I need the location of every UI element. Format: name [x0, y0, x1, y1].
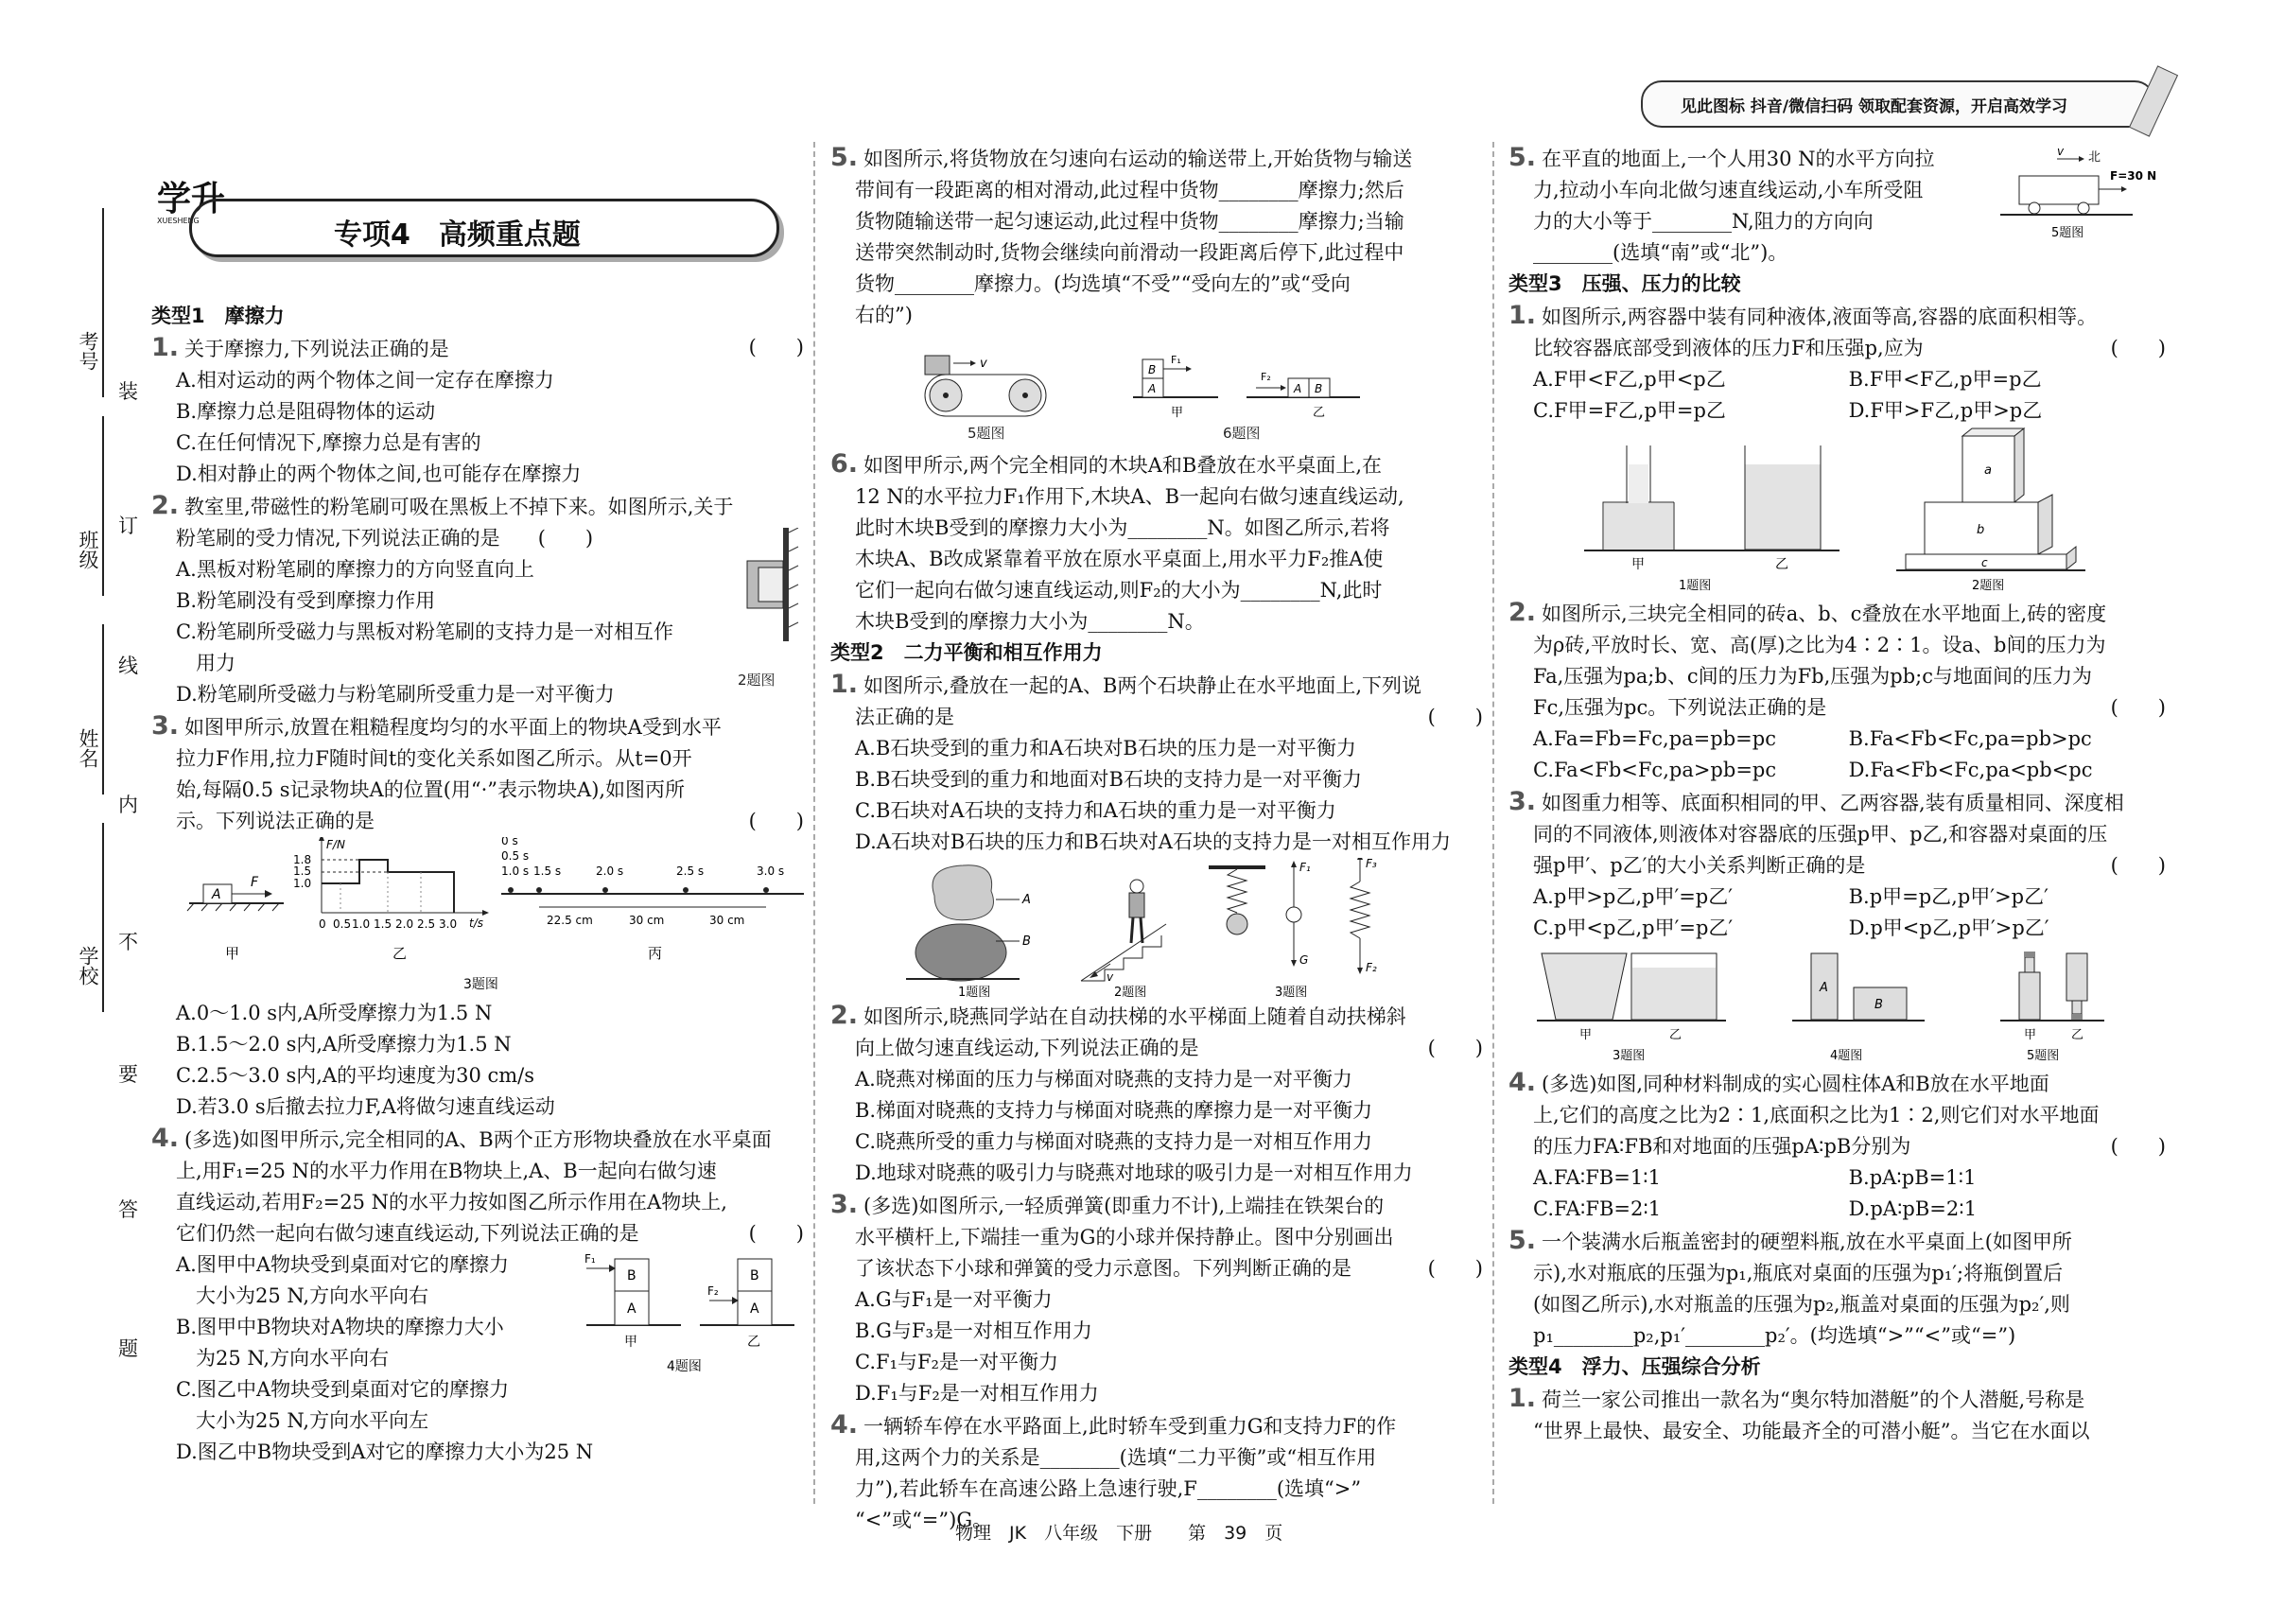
figure-caption: 1题图	[1679, 579, 1712, 593]
question-stem-cont: 货物________摩擦力。(均选填“不受”“受向左的”或“受向	[855, 272, 1351, 295]
figure-label: 甲	[1171, 406, 1184, 420]
time-label: 3.0 s	[757, 864, 785, 878]
question-stem: 3. (多选)如图所示,一轻质弹簧(即重力不计),上端挂在铁架台的	[830, 1190, 1385, 1219]
svg-text:A: A	[1148, 382, 1157, 395]
figure-caption: 4题图	[1830, 1049, 1863, 1063]
option: A.FA∶FB=1∶1	[1533, 1166, 1662, 1189]
option: A.G与F₁是一对平衡力	[855, 1288, 1053, 1311]
question-stem-cont: 右的”)	[855, 304, 913, 326]
svg-text:v: v	[1107, 970, 1114, 984]
axis-label: t/s	[469, 917, 483, 930]
option: A.0～1.0 s内,A所受摩擦力为1.5 N	[176, 1002, 493, 1024]
seal-text: 答	[118, 1198, 138, 1221]
option: B.图甲中B物块对A物块的摩擦力大小	[176, 1316, 504, 1338]
question-stem-cont: 拉力F作用,拉力F随时间t的变化关系如图乙所示。从t=0开	[176, 747, 692, 770]
option: C.粉笔刷所受磁力与黑板对粉笔刷的支持力是一对相互作	[176, 620, 673, 643]
svg-text:v: v	[980, 357, 987, 371]
title-box	[189, 199, 779, 257]
option: B.G与F₃是一对相互作用力	[855, 1319, 1092, 1342]
question-stem: 5. 如图所示,将货物放在匀速向右运动的输送带上,开始货物与输送	[830, 143, 1413, 172]
seal-text: 要	[118, 1063, 138, 1086]
time-label: 0 s	[501, 837, 518, 847]
distance-label: 30 cm	[709, 914, 745, 927]
question-stem-cont: 力的大小等于________N,阻力的方向向	[1533, 210, 1874, 233]
option: D.若3.0 s后撤去拉力F,A将做匀速直线运动	[176, 1095, 555, 1118]
seal-text: 内	[118, 794, 138, 816]
seal-text: 线	[118, 655, 138, 677]
svg-text:G: G	[1299, 953, 1309, 967]
distance-label: 22.5 cm	[547, 914, 593, 927]
brick-label: a	[1984, 463, 1992, 478]
figure-label: 乙	[2071, 1028, 2084, 1042]
option: B.B石块受到的重力和地面对B石块的支持力是一对平衡力	[855, 768, 1362, 791]
option: C.p甲<p乙,p甲′=p乙′	[1533, 917, 1734, 939]
option: C.图乙中A物块受到桌面对它的摩擦力	[176, 1378, 510, 1401]
q4-figure	[577, 1249, 804, 1382]
logo-text: 学升	[157, 180, 226, 218]
question-stem: 5. 一个装满水后瓶盖密封的硬塑料瓶,放在水平桌面上(如图甲所	[1508, 1226, 2072, 1255]
option: 大小为25 N,方向水平向右	[176, 1284, 429, 1307]
q5-q6-figures	[830, 331, 1483, 426]
option: B.粉笔刷没有受到摩擦力作用	[176, 589, 436, 612]
figure-label: 甲	[225, 945, 240, 962]
seal-text: 订	[118, 515, 138, 537]
type-heading: 类型1 摩擦力	[151, 305, 285, 327]
force-label: F=30 N	[2110, 169, 2157, 183]
svg-text:B: B	[1148, 363, 1157, 376]
question-stem-cont: 了该状态下小球和弹簧的受力示意图。下列判断正确的是 ( )	[855, 1257, 1483, 1280]
figure-label: 甲	[624, 1335, 637, 1350]
question-stem-cont: 带间有一段距离的相对滑动,此过程中货物________摩擦力;然后	[855, 179, 1404, 201]
time-label: 2.5 s	[676, 864, 705, 878]
question-stem: 2. 如图所示,晓燕同学站在自动扶梯的水平梯面上随着自动扶梯斜	[830, 1001, 1406, 1030]
figure-caption: 3题图	[1613, 1049, 1646, 1063]
brick-label: c	[1981, 556, 1988, 569]
option: A.图甲中A物块受到桌面对它的摩擦力	[176, 1253, 510, 1276]
svg-text:A: A	[627, 1301, 636, 1317]
option: A.B石块受到的重力和A石块对B石块的压力是一对平衡力	[855, 737, 1356, 760]
figure-label: 甲	[1579, 1028, 1593, 1042]
question-stem-cont: ________(选填“南”或“北”)。	[1533, 241, 1788, 264]
question-stem: 1. 关于摩擦力,下列说法正确的是 ( )	[151, 333, 804, 362]
question-stem: 2. 如图所示,三块完全相同的砖a、b、c叠放在水平地面上,砖的密度	[1508, 598, 2107, 627]
tick-label: 0.5	[333, 917, 352, 931]
option: B.梯面对晓燕的支持力与梯面对晓燕的摩擦力是一对平衡力	[855, 1099, 1373, 1122]
question-stem-cont: 12 N的水平拉力F₁作用下,木块A、B一起向右做匀速直线运动,	[855, 485, 1404, 508]
figure-caption: 5题图	[968, 425, 1005, 442]
time-label: 1.5 s	[533, 864, 562, 878]
q3-figures	[151, 837, 804, 998]
tick-label: 1.8	[293, 853, 312, 866]
question-stem-cont: 水平横杆上,下端挂一重为G的小球并保持静止。图中分别画出	[855, 1226, 1394, 1249]
question-stem: 2. 教室里,带磁性的粉笔刷可吸在黑板上不掉下来。如图所示,关于	[151, 491, 734, 520]
option: C.F甲=F乙,p甲=p乙	[1533, 399, 1726, 422]
option: B.摩擦力总是阻碍物体的运动	[176, 400, 436, 423]
question-stem-cont: 此时木块B受到的摩擦力大小为________N。如图乙所示,若将	[855, 516, 1390, 539]
top-banner	[1641, 80, 2155, 128]
question-stem-cont: 力,拉动小车向北做匀速直线运动,小车所受阻	[1533, 179, 1924, 201]
column-1	[151, 301, 804, 1468]
blackboard-figure	[738, 528, 804, 670]
force-label: F	[251, 875, 259, 890]
time-label: 1.0 s	[501, 864, 530, 878]
figure-caption: 3题图	[463, 977, 498, 992]
time-label: 2.0 s	[596, 864, 624, 878]
block-label: A	[1820, 981, 1828, 995]
type-heading: 类型3 压强、压力的比较	[1508, 272, 1741, 295]
option: D.p甲<p乙,p甲′>p乙′	[1848, 917, 2049, 939]
question-stem-cont: 比较容器底部受到液体的压力F和压强p,应为 ( )	[1533, 337, 2166, 359]
question-stem-cont: Fc,压强为pc。下列说法正确的是 ( )	[1533, 696, 2166, 719]
time-label: 0.5 s	[501, 849, 530, 863]
label-school: 学校	[77, 946, 99, 986]
svg-text:B: B	[750, 1268, 759, 1283]
section-header	[151, 172, 794, 267]
logo-sub: XUESHENG	[157, 217, 200, 225]
tick-label: 1.0	[293, 877, 312, 890]
question-stem-cont: 同的不同液体,则液体对容器底的压强p甲、p乙,和容器对桌面的压	[1533, 823, 2108, 846]
column-3	[1508, 142, 2166, 1447]
svg-text:F₁: F₁	[584, 1252, 596, 1266]
svg-text:F₁: F₁	[1299, 861, 1311, 874]
block-label: A	[212, 887, 221, 902]
question-stem-cont: 为ρ砖,平放时长、宽、高(厚)之比为4∶2∶1。设a、b间的压力为	[1533, 634, 2106, 656]
distance-label: 30 cm	[629, 914, 665, 927]
figure-label: 甲	[2024, 1028, 2037, 1042]
svg-text:F₃: F₃	[1366, 858, 1377, 870]
option: D.A石块对B石块的压力和B石块对A石块的支持力是一对相互作用力	[855, 830, 1451, 853]
question-stem-cont: 法正确的是 ( )	[855, 706, 1483, 728]
figure-label: 乙	[747, 1335, 760, 1350]
question-stem-cont: 向上做匀速直线运动,下列说法正确的是 ( )	[855, 1037, 1483, 1059]
cart-figure	[1991, 142, 2166, 246]
figure-caption: 5题图	[2051, 226, 2084, 240]
svg-text:A: A	[750, 1301, 759, 1317]
question-stem-cont: 强p甲′、p乙′的大小关系判断正确的是 ( )	[1533, 854, 2166, 877]
option: D.F₁与F₂是一对相互作用力	[855, 1382, 1099, 1405]
option: C.2.5～3.0 s内,A的平均速度为30 cm/s	[176, 1064, 535, 1087]
option: 为25 N,方向水平向右	[176, 1347, 390, 1370]
svg-text:B: B	[1022, 934, 1031, 949]
question-stem-cont: 木块B受到的摩擦力大小为________N。	[855, 610, 1205, 633]
svg-text:B: B	[1315, 382, 1323, 395]
svg-text:F₁: F₁	[1171, 354, 1181, 366]
question-stem: 4. (多选)如图,同种材料制成的实心圆柱体A和B放在水平地面	[1508, 1068, 2049, 1097]
tick-label: 2.5	[417, 917, 436, 931]
option: D.地球对晓燕的吸引力与晓燕对地球的吸引力是一对相互作用力	[855, 1161, 1413, 1184]
question-stem-cont: 直线运动,若用F₂=25 N的水平力按如图乙所示作用在A物块上,	[176, 1191, 727, 1214]
question-stem: 3. 如图重力相等、底面积相同的甲、乙两容器,装有质量相同、深度相	[1508, 787, 2124, 816]
question-stem-cont: 它们一起向右做匀速直线运动,则F₂的大小为________N,此时	[855, 579, 1383, 602]
question-stem-cont: 始,每隔0.5 s记录物块A的位置(用“·”表示物块A),如图丙所	[176, 778, 686, 801]
svg-text:F₂: F₂	[1261, 371, 1271, 383]
question-stem: 6. 如图甲所示,两个完全相同的木块A和B叠放在水平桌面上,在	[830, 449, 1382, 479]
svg-text:F₂: F₂	[1366, 961, 1377, 974]
svg-text:A: A	[1022, 893, 1031, 907]
option: B.F甲<F乙,p甲=p乙	[1848, 368, 2042, 391]
option: D.Fa<Fb<Fc,pa<pb<pc	[1848, 759, 2093, 781]
type-heading: 类型2 二力平衡和相互作用力	[830, 641, 1103, 664]
question-stem-cont: 送带突然制动时,货物会继续向前滑动一段距离后停下,此过程中	[855, 241, 1404, 264]
svg-text:F₂: F₂	[707, 1284, 719, 1298]
banner-text: 见此图标 抖音/微信扫码 领取配套资源，开启高效学习	[1681, 97, 2068, 116]
tick-label: 0	[319, 917, 326, 931]
option: D.粉笔刷所受磁力与粉笔刷所受重力是一对平衡力	[176, 683, 615, 706]
figure-label: 乙	[1313, 406, 1326, 420]
label-name: 姓名	[77, 728, 99, 768]
page-title: 专项4 高频重点题	[334, 218, 581, 252]
question-stem: 4. (多选)如图甲所示,完全相同的A、B两个正方形物块叠放在水平桌面	[151, 1124, 772, 1153]
page-footer: 物理 JK 八年级 下册 第 39 页	[955, 1523, 1283, 1544]
figure-label: 乙	[1775, 557, 1788, 572]
option: 用力	[176, 652, 235, 674]
seal-text: 装	[118, 380, 138, 403]
svg-text:B: B	[627, 1268, 636, 1283]
figure-caption: 1题图	[958, 986, 991, 1000]
question-stem-cont: Fa,压强为pa;b、c间的压力为Fb,压强为pb;c与地面间的压力为	[1533, 665, 2092, 688]
question-stem-cont: p₁________p₂,p₁′________p₂′。(均选填“>”“<”或“=”)	[1533, 1324, 2016, 1347]
figure-caption: 3题图	[1275, 986, 1308, 1000]
option: A.F甲<F乙,p甲<p乙	[1533, 368, 1726, 391]
tick-label: 1.5	[374, 917, 392, 931]
option: A.黑板对粉笔刷的摩擦力的方向竖直向上	[176, 558, 534, 581]
figure-label: 丙	[648, 945, 663, 962]
question-stem-cont: 上,用F₁=25 N的水平力作用在B物块上,A、B一起向右做匀速	[176, 1160, 717, 1182]
option: 大小为25 N,方向水平向左	[176, 1409, 429, 1432]
question-stem-cont: 上,它们的高度之比为2∶1,底面积之比为1∶2,则它们对水平地面	[1533, 1104, 2100, 1126]
question-stem-cont: 货物随输送带一起匀速运动,此过程中货物________摩擦力;当输	[855, 210, 1404, 233]
question-stem-cont: 示。下列说法正确的是 ( )	[176, 810, 804, 832]
question-stem: 1. 荷兰一家公司推出一款名为“奥尔特加潜艇”的个人潜艇,号称是	[1508, 1384, 2085, 1413]
figure-caption: 5题图	[2027, 1049, 2060, 1063]
svg-text:A: A	[1294, 382, 1302, 395]
figure-label: 甲	[1631, 557, 1645, 572]
question-stem: 5. 在平直的地面上,一个人用30 N的水平方向拉	[1508, 143, 1935, 172]
figure-caption: 2题图	[1972, 579, 2005, 593]
tick-label: 1.5	[293, 864, 312, 878]
option: C.Fa<Fb<Fc,pa>pb=pc	[1533, 759, 1777, 781]
option: C.F₁与F₂是一对平衡力	[855, 1351, 1058, 1373]
type2-figures	[830, 858, 1483, 1000]
question-stem-cont: “<”或“=”)G。	[855, 1509, 993, 1531]
question-stem: 4. 一辆轿车停在水平路面上,此时轿车受到重力G和支持力F的作	[830, 1410, 1397, 1440]
option: D.相对静止的两个物体之间,也可能存在摩擦力	[176, 463, 582, 485]
tick-label: 2.0	[395, 917, 414, 931]
column-2	[830, 142, 1483, 1536]
option: C.在任何情况下,摩擦力总是有害的	[176, 431, 481, 454]
option: D.F甲>F乙,p甲>p乙	[1848, 399, 2043, 422]
question-stem-cont: 木块A、B改成紧靠着平放在原水平桌面上,用水平力F₂推A使	[855, 548, 1384, 570]
question-stem-cont: 粉笔刷的受力情况,下列说法正确的是 ( )	[176, 527, 594, 550]
option: A.相对运动的两个物体之间一定存在摩擦力	[176, 369, 554, 392]
figure-label: 乙	[392, 945, 408, 962]
question-stem-cont: 用,这两个力的关系是________(选填“二力平衡”或“相互作用	[855, 1446, 1377, 1469]
figure-label: 乙	[1669, 1028, 1682, 1042]
tick-label: 3.0	[439, 917, 458, 931]
question-stem-cont: “世界上最快、最安全、功能最齐全的可潜小艇”。当它在水面以	[1533, 1420, 2090, 1442]
option: C.晓燕所受的重力与梯面对晓燕的支持力是一对相互作用力	[855, 1130, 1372, 1153]
question-stem: 3. 如图甲所示,放置在粗糙程度均匀的水平面上的物块A受到水平	[151, 711, 722, 741]
option: D.图乙中B物块受到A对它的摩擦力大小为25 N	[176, 1441, 594, 1463]
option: A.p甲>p乙,p甲′=p乙′	[1533, 885, 1734, 908]
direction-label: 北	[2088, 150, 2101, 165]
block-label: B	[1874, 998, 1883, 1012]
option: C.B石块对A石块的支持力和A石块的重力是一对平衡力	[855, 799, 1336, 822]
axis-label: F/N	[326, 838, 345, 851]
tick-label: 1.0	[352, 917, 371, 931]
seal-text: 题	[118, 1337, 138, 1360]
figure-caption: 2题图	[1114, 986, 1147, 1000]
seal-text: 不	[118, 931, 138, 953]
brick-label: b	[1977, 523, 1985, 537]
velocity-label: v	[2057, 145, 2065, 158]
type3-figures-3-5	[1508, 944, 2166, 1067]
question-stem-cont: 示),水对瓶底的压强为p₁,瓶底对桌面的压强为p₁′;将瓶倒置后	[1533, 1262, 2064, 1284]
question-stem: 1. 如图所示,两容器中装有同种液体,液面等高,容器的底面积相等。	[1508, 301, 2098, 330]
option: B.p甲=p乙,p甲′>p乙′	[1848, 885, 2049, 908]
option: A.晓燕对梯面的压力与梯面对晓燕的支持力是一对平衡力	[855, 1068, 1352, 1091]
pencil-icon	[2129, 65, 2178, 136]
figure-caption: 2题图	[738, 672, 776, 689]
question-stem-cont: 它们仍然一起向右做匀速直线运动,下列说法正确的是 ( )	[176, 1222, 804, 1245]
type-heading: 类型4 浮力、压强综合分析	[1508, 1355, 1761, 1378]
label-class: 班级	[77, 530, 99, 569]
option: C.FA∶FB=2∶1	[1533, 1197, 1662, 1220]
question-stem-cont: (如图乙所示),水对瓶盖的压强为p₂,瓶盖对桌面的压强为p₂′,则	[1533, 1293, 2070, 1316]
option: D.pA∶pB=2∶1	[1848, 1197, 1978, 1220]
option: B.Fa<Fb<Fc,pa=pb>pc	[1848, 727, 2092, 750]
question-stem-cont: 的压力FA∶FB和对地面的压强pA∶pB分别为 ( )	[1533, 1135, 2166, 1158]
question-stem: 1. 如图所示,叠放在一起的A、B两个石块静止在水平地面上,下列说	[830, 670, 1421, 699]
figure-caption: 4题图	[667, 1359, 702, 1374]
option: B.1.5～2.0 s内,A所受摩擦力为1.5 N	[176, 1033, 512, 1056]
question-stem-cont: 力”),若此轿车在高速公路上急速行驶,F________(选填“>”	[855, 1477, 1362, 1500]
option: B.pA∶pB=1∶1	[1848, 1166, 1977, 1189]
option: A.Fa=Fb=Fc,pa=pb=pc	[1533, 727, 1776, 750]
figure-caption: 6题图	[1223, 425, 1261, 442]
type3-figures-1-2	[1508, 427, 2166, 597]
label-exam-no: 考号	[77, 331, 99, 371]
